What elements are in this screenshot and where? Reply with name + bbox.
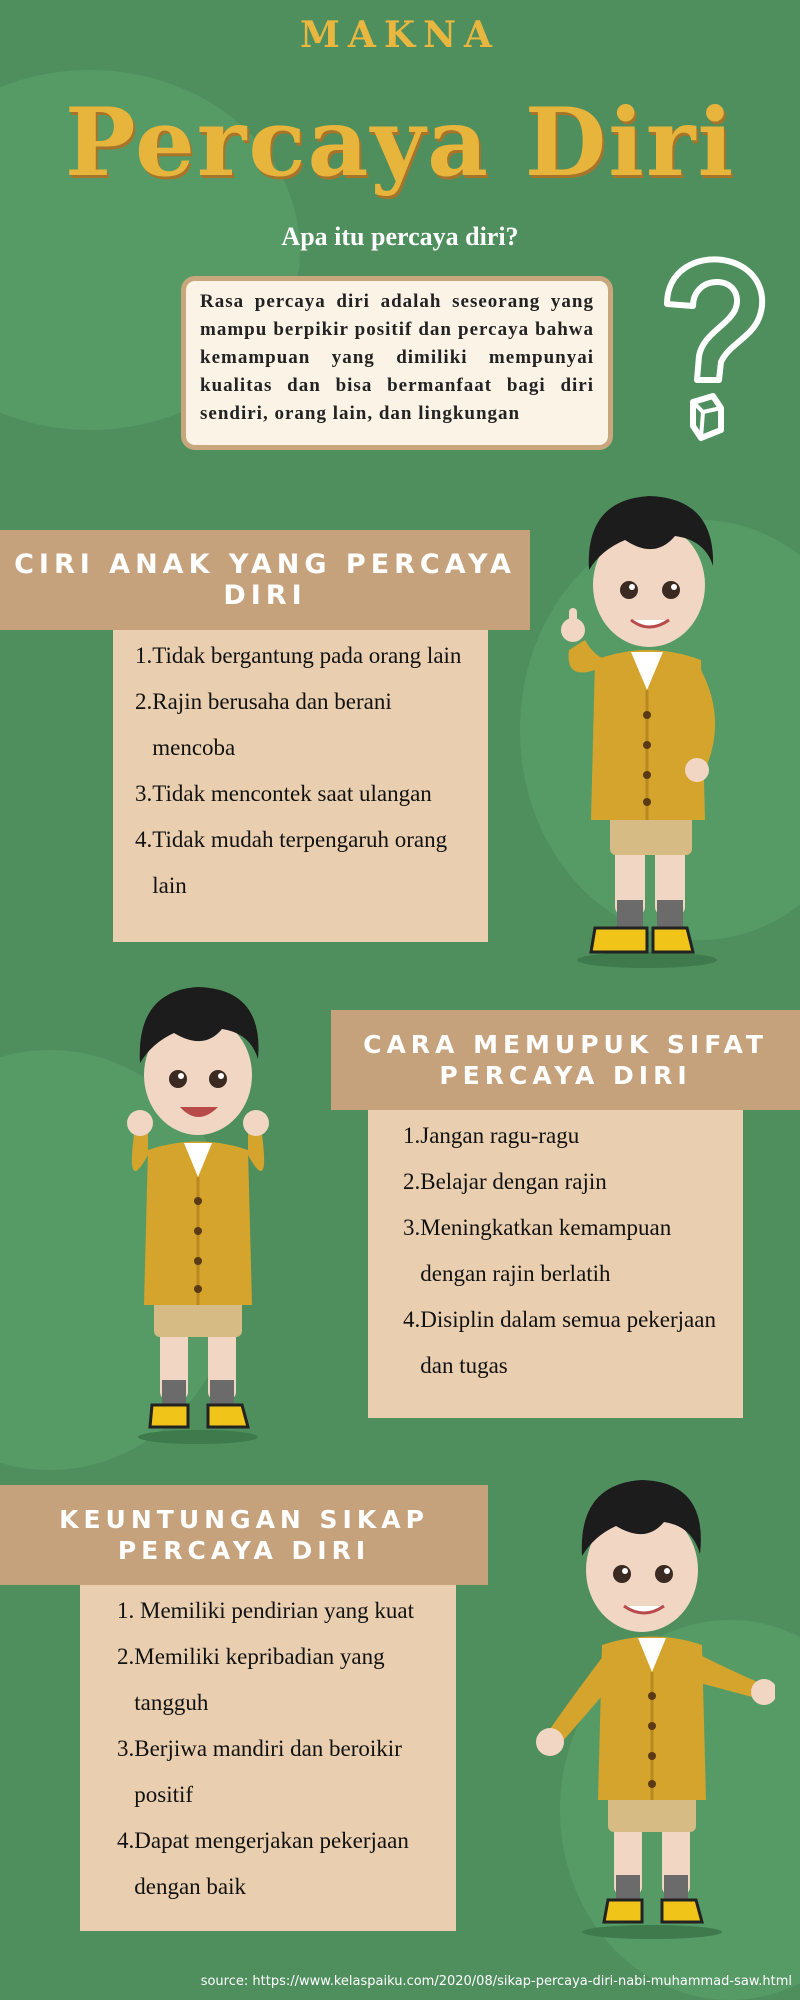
list-item-text: Belajar dengan rajin — [420, 1169, 607, 1194]
list-item-number: 1. — [135, 643, 153, 668]
section-title: CARA MEMUPUK SIFAT PERCAYA DIRI — [363, 1030, 768, 1090]
list-item-text: Memiliki pendirian yang kuat — [140, 1598, 415, 1623]
list-item — [135, 679, 480, 771]
list-item — [135, 817, 480, 909]
section-banner-keuntungan — [0, 1485, 488, 1585]
boy-cheering-illustration — [118, 975, 278, 1445]
list-item-number: 4. — [403, 1307, 421, 1332]
list-item — [403, 1297, 735, 1389]
list-item-text: Disiplin dalam semua pekerjaan dan tugas — [420, 1307, 716, 1378]
page-kicker: MAKNA — [300, 14, 500, 56]
list-item-text: Memiliki kepribadian yang tangguh — [134, 1644, 385, 1715]
definition-question: Apa itu percaya diri? — [281, 222, 519, 251]
list-item-number: 2. — [135, 689, 153, 714]
list-item-text: Tidak mudah terpengaruh orang lain — [152, 827, 448, 898]
section-banner-ciri — [0, 530, 530, 630]
list-item — [135, 771, 480, 817]
list-item-text: Tidak bergantung pada orang lain — [152, 643, 462, 668]
list-item — [117, 1588, 448, 1634]
list-item-number: 2. — [403, 1169, 421, 1194]
list-item-number: 4. — [117, 1828, 135, 1853]
boy-open-arms-illustration — [530, 1470, 775, 1940]
section-list-keuntungan — [80, 1585, 456, 1931]
list-item-number: 3. — [135, 781, 153, 806]
list-item — [403, 1159, 735, 1205]
list-item-text: Rajin berusaha dan berani mencoba — [152, 689, 392, 760]
boy-thumbs-up-illustration — [555, 480, 735, 970]
section-list-ciri — [113, 630, 488, 942]
list-item — [403, 1205, 735, 1297]
list-item-number: 1. — [117, 1598, 140, 1623]
list-item — [117, 1726, 448, 1818]
list-item-number: 2. — [117, 1644, 135, 1669]
list-item-text: Jangan ragu-ragu — [420, 1123, 580, 1148]
list-item-number: 1. — [403, 1123, 421, 1148]
list-item-number: 3. — [403, 1215, 421, 1240]
definition-text: Rasa percaya diri adalah seseorang yang mampu berpikir positif dan percaya bahwa kemampuan yang dimiliki mempunyai kualitas dan bisa bermanfaat bagi diri sendiri, orang lain, dan lingkungan — [200, 291, 594, 424]
section-title: KEUNTUNGAN SIKAP PERCAYA DIRI — [59, 1505, 429, 1565]
list-item — [117, 1818, 448, 1910]
section-list-cara — [368, 1110, 743, 1418]
list-item-number: 3. — [117, 1736, 135, 1761]
section-title: CIRI ANAK YANG PERCAYA DIRI — [14, 549, 516, 611]
list-item-text: Berjiwa mandiri dan beroikir positif — [134, 1736, 402, 1807]
list-item-number: 4. — [135, 827, 153, 852]
list-item — [403, 1113, 735, 1159]
definition-box — [181, 276, 613, 450]
list-item-text: Meningkatkan kemampuan dengan rajin berlatih — [420, 1215, 672, 1286]
source-credit: source: https://www.kelaspaiku.com/2020/08/sikap-percaya-diri-nabi-muhammad-saw.html — [200, 1974, 792, 1989]
section-banner-cara — [331, 1010, 800, 1110]
question-mark-icon — [645, 252, 775, 452]
list-item — [135, 633, 480, 679]
list-item-text: Tidak mencontek saat ulangan — [152, 781, 432, 806]
list-item-text: Dapat mengerjakan pekerjaan dengan baik — [134, 1828, 409, 1899]
page-title: Percaya Diri — [64, 88, 736, 198]
list-item — [117, 1634, 448, 1726]
